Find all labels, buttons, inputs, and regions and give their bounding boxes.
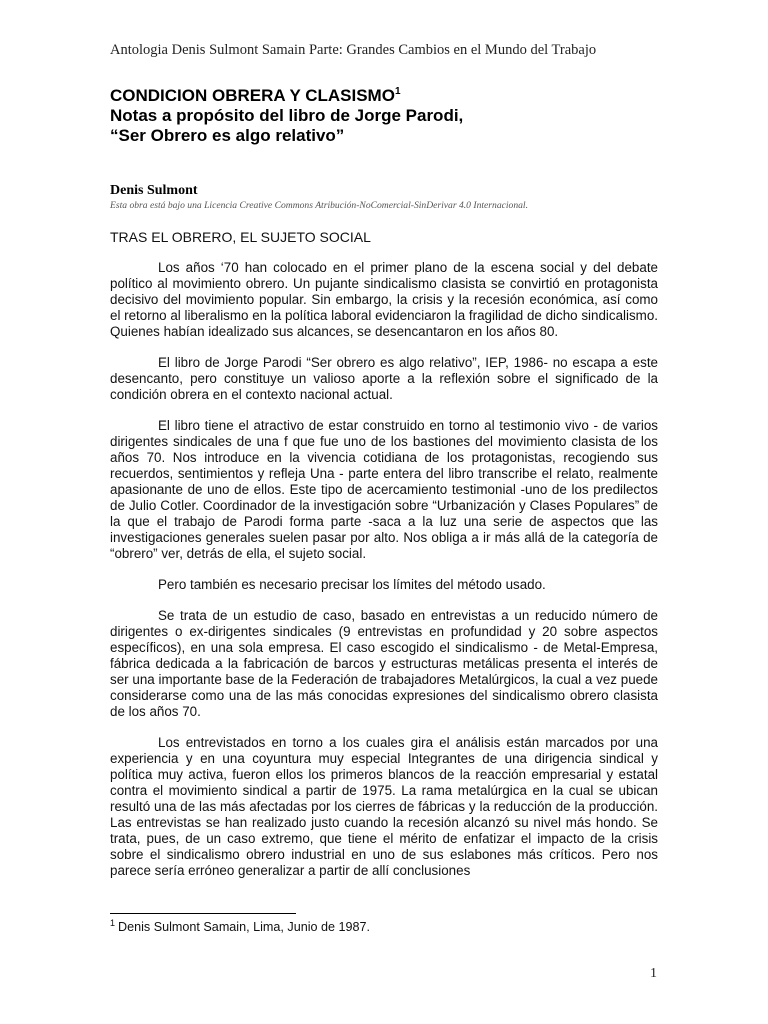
footnote-number: 1 bbox=[110, 918, 116, 928]
paragraph: Se trata de un estudio de caso, basado en entrevistas a un reducido número de dirigentes o ex-dirigentes sindicales (9 entrevistas en profundidad y 20 sobre aspectos específicos), en una sola empresa. El caso escogido el sindicalismo - de Metal-Empresa, fábrica dedicada a la fabricación de barcos y estructuras metálicas presenta el interés de ser una importante base de la Federación de trabajadores Metalúrgicos, la cual a vez puede considerarse como una de las más conocidas expresiones del sindicalismo obrero clasista de los años 70. bbox=[110, 608, 658, 719]
author-name: Denis Sulmont bbox=[110, 183, 198, 198]
paragraph: Los años ‘70 han colocado en el primer plano de la escena social y del debate político al movimiento obrero. Un pujante sindicalismo clasista se convirtió en protagonista decisivo del movimiento popular. Sin embargo, la crisis y la recesión económica, así como el retorno al liberalismo en la política laboral evidenciaron la fragilidad de dicho sindicalismo. Quienes habían idealizado sus alcances, se desencantaron en los años 80. bbox=[110, 260, 658, 339]
document-title bbox=[110, 86, 670, 146]
license-notice: Esta obra está bajo una Licencia Creative Commons Atribución-NoComercial-SinDerivar 4.0 Internacional. bbox=[110, 200, 528, 211]
title-line-2: Notas a propósito del libro de Jorge Parodi, bbox=[110, 106, 464, 125]
footnote bbox=[110, 920, 370, 934]
title-line-3: “Ser Obrero es algo relativo” bbox=[110, 126, 345, 145]
footnote-divider bbox=[110, 913, 296, 914]
section-heading: TRAS EL OBRERO, EL SUJETO SOCIAL bbox=[110, 229, 371, 245]
page-number: 1 bbox=[650, 966, 657, 981]
paragraph: El libro de Jorge Parodi “Ser obrero es algo relativo”, IEP, 1986- no escapa a este desencanto, pero constituye un valioso aporte a la reflexión sobre el significado de la condición obrera en el contexto nacional actual. bbox=[110, 355, 658, 402]
paragraph: Los entrevistados en torno a los cuales gira el análisis están marcados por una experiencia y en una coyuntura muy especial Integrantes de una dirigencia sindical y política muy activa, fueron ellos los primeros blancos de la reacción empresarial y estatal contra el movimiento sindical a partir de 1975. La rama metalúrgica en la cual se ubican resultó una de las más afectadas por los cierres de fábricas y la reducción de la producción. Las entrevistas se han realizado justo cuando la recesión alcanzó su nivel más hondo. Se trata, pues, de un caso extremo, que tiene el mérito de enfatizar el impacto de la crisis sobre el sindicalismo obrero industrial en uno de sus eslabones más críticos. Pero nos parece sería erróneo generalizar a partir de allí conclusiones bbox=[110, 735, 658, 878]
paragraph: El libro tiene el atractivo de estar construido en torno al testimonio vivo - de varios dirigentes sindicales de una f que fue uno de los bastiones del movimiento clasista de los años 70. Nos introduce en la vivencia cotidiana de los protagonistas, recogiendo sus recuerdos, sentimientos y refleja Una - parte entera del libro transcribe el relato, realmente apasionante de uno de ellos. Este tipo de acercamiento testimonial -uno de los predilectos de Julio Cotler. Coordinador de la investigación sobre “Urbanización y Clases Populares” de la que el trabajo de Parodi forma parte -saca a la luz una serie de aspectos que las investigaciones generales suelen pasar por alto. Nos obliga a ir más allá de la categoría de “obrero” ver, detrás de ella, el sujeto social. bbox=[110, 418, 658, 561]
title-line-1: CONDICION OBRERA Y CLASISMO$^1$ bbox=[110, 86, 401, 105]
body-text bbox=[110, 260, 658, 894]
running-header: Antologia Denis Sulmont Samain Parte: Grandes Cambios en el Mundo del Trabajo bbox=[110, 42, 597, 58]
paragraph: Pero también es necesario precisar los límites del método usado. bbox=[158, 577, 546, 592]
footnote-marker: 1 bbox=[394, 86, 401, 97]
footnote-text: Denis Sulmont Samain, Lima, Junio de 1987. bbox=[118, 920, 371, 934]
